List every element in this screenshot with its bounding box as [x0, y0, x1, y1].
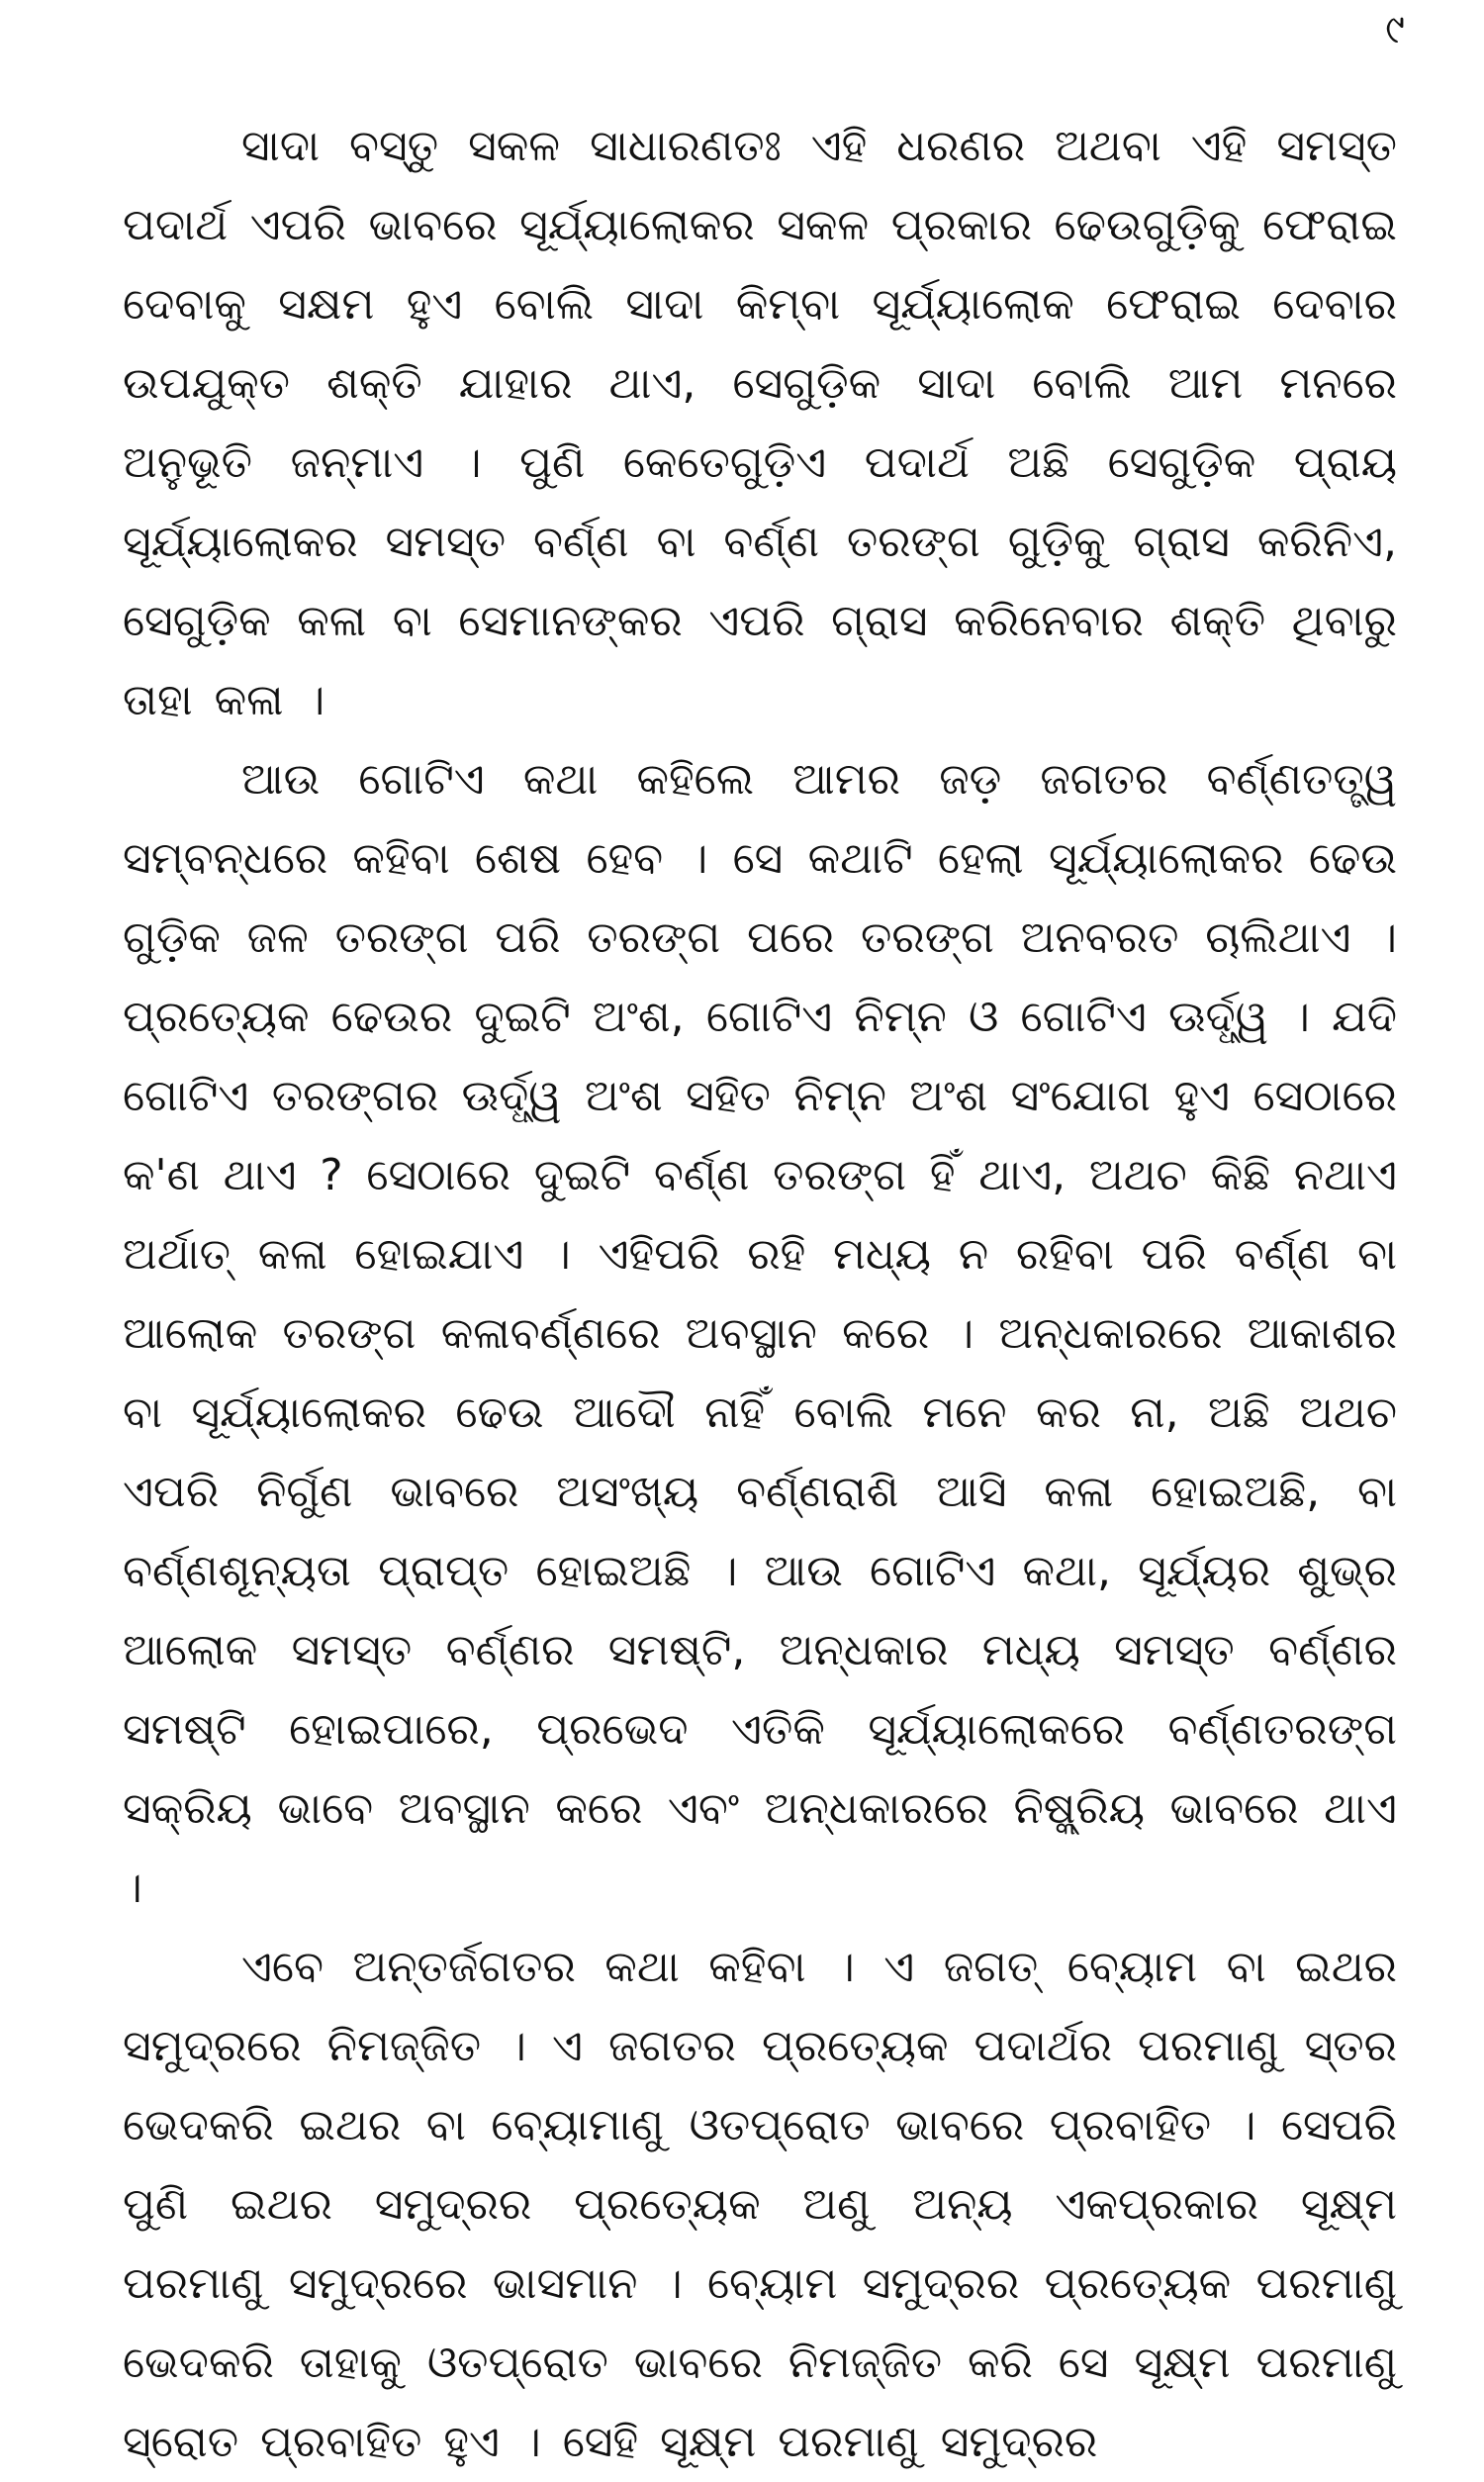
paragraph-3: ଏବେ ଅନ୍ତର୍ଜଗତର କଥା କହିବା । ଏ ଜଗତ୍ ବ୍ୟୋମ ବା ଇଥର ସମୁଦ୍ରରେ ନିମଜ୍ଜିତ । ଏ ଜଗତର ପ୍ରତ୍ୟେକ ପଦାର୍ଥର ପରମାଣୁ ସ୍ତର ଭେଦକରି ଇଥର ବା ବ୍ୟୋମାଣୁ ଓତପ୍ରୋତ ଭାବରେ ପ୍ରବାହିତ । ସେପରି ପୁଣି ଇଥର ସମୁଦ୍ରର ପ୍ରତ୍ୟେକ ଅଣୁ ଅନ୍ୟ ଏକପ୍ରକାର ସୂକ୍ଷ୍ମ ପରମାଣୁ ସମୁଦ୍ରରେ ଭାସମାନ । ବ୍ୟୋମ ସମୁଦ୍ରର ପ୍ରତ୍ୟେକ ପରମାଣୁ ଭେଦକରି ତାହାକୁ ଓତପ୍ରୋତ ଭାବରେ ନିମଜ୍ଜିତ କରି ସେ ସୂକ୍ଷ୍ମ ପରମାଣୁ ସ୍ରୋତ ପ୍ରବାହିତ ହୁଏ । ସେହି ସୂକ୍ଷ୍ମ ପରମାଣୁ ସମୁଦ୍ରର	[123, 1942, 1397, 2467]
body-text	[123, 107, 1397, 2482]
paragraph-2: ଆଉ ଗୋଟିଏ କଥା କହିଲେ ଆମର ଜଡ଼ ଜଗତର ବର୍ଣ୍ଣତତ୍ତ୍ୱ ସମ୍ବନ୍ଧରେ କହିବା ଶେଷ ହେବ । ସେ କଥାଟି ହେଲା ସୂର୍ଯ୍ୟାଲୋକର ଢେଉ ଗୁଡ଼ିକ ଜଳ ତରଙ୍ଗ ପରି ତରଙ୍ଗ ପରେ ତରଙ୍ଗ ଅନବରତ ଚାଲିଥାଏ । ପ୍ରତ୍ୟେକ ଢେଉର ଦୁଇଟି ଅଂଶ, ଗୋଟିଏ ନିମ୍ନ ଓ ଗୋଟିଏ ଊର୍ଦ୍ଧ୍ୱ । ଯଦି ଗୋଟିଏ ତରଙ୍ଗର ଊର୍ଦ୍ଧ୍ୱ ଅଂଶ ସହିତ ନିମ୍ନ ଅଂଶ ସଂଯୋଗ ହୁଏ ସେଠାରେ କ'ଣ ଥାଏ ? ସେଠାରେ ଦୁଇଟି ବର୍ଣ୍ଣ ତରଙ୍ଗ ହିଁ ଥାଏ, ଅଥଚ କିଛି ନଥାଏ ଅର୍ଥାତ୍ କଳା ହୋଇଯାଏ । ଏହିପରି ରହି ମଧ୍ୟ ନ ରହିବା ପରି ବର୍ଣ୍ଣ ବା ଆଲୋକ ତରଙ୍ଗ କଳାବର୍ଣ୍ଣରେ ଅବସ୍ଥାନ କରେ । ଅନ୍ଧକାରରେ ଆକାଶର ବା ସୂର୍ଯ୍ୟାଲୋକର ଢେଉ ଆଦୌ ନାହିଁ ବୋଲି ମନେ କର ନା, ଅଛି ଅଥଚ ଏପରି ନିର୍ଗୁଣ ଭାବରେ ଅସଂଖ୍ୟ ବର୍ଣ୍ଣରାଶି ଆସି କଳା ହୋଇଅଛି, ବା ବର୍ଣ୍ଣଶୂନ୍ୟତା ପ୍ରାପ୍ତ ହୋଇଅଛି । ଆଉ ଗୋଟିଏ କଥା, ସୂର୍ଯ୍ୟର ଶୁଭ୍ର ଆଲୋକ ସମସ୍ତ ବର୍ଣ୍ଣର ସମଷ୍ଟି, ଅନ୍ଧକାର ମଧ୍ୟ ସମସ୍ତ ବର୍ଣ୍ଣର ସମଷ୍ଟି ହୋଇପାରେ, ପ୍ରଭେଦ ଏତିକି ସୂର୍ଯ୍ୟାଲୋକରେ ବର୍ଣ୍ଣତରଙ୍ଗ ସକ୍ରିୟ ଭାବେ ଅବସ୍ଥାନ କରେ ଏବଂ ଅନ୍ଧକାରରେ ନିଷ୍କ୍ରିୟ ଭାବରେ ଥାଏ ।	[123, 754, 1397, 1913]
page-number: ୯	[1385, 7, 1405, 52]
paragraph-1: ସାଦା ବସ୍ତୁ ସକଳ ସାଧାରଣତଃ ଏହି ଧରଣର ଅଥବା ଏହି ସମସ୍ତ ପଦାର୍ଥ ଏପରି ଭାବରେ ସୂର୍ଯ୍ୟାଲୋକର ସକଳ ପ୍ରକାର ଢେଉଗୁଡ଼ିକୁ ଫେରାଇ ଦେବାକୁ ସକ୍ଷମ ହୁଏ ବୋଲି ସାଦା କିମ୍ବା ସୂର୍ଯ୍ୟାଲୋକ ଫେରାଇ ଦେବାର ଉପଯୁକ୍ତ ଶକ୍ତି ଯାହାର ଥାଏ, ସେଗୁଡ଼ିକ ସାଦା ବୋଲି ଆମ ମନରେ ଅନୁଭୂତି ଜନ୍ମାଏ । ପୁଣି କେତେଗୁଡ଼ିଏ ପଦାର୍ଥ ଅଛି ସେଗୁଡ଼ିକ ପ୍ରାୟ ସୂର୍ଯ୍ୟାଲୋକର ସମସ୍ତ ବର୍ଣ୍ଣ ବା ବର୍ଣ୍ଣ ତରଙ୍ଗ ଗୁଡ଼ିକୁ ଗ୍ରାସ କରିନିଏ, ସେଗୁଡ଼ିକ କଳା ବା ସେମାନଙ୍କର ଏପରି ଗ୍ରାସ କରିନେବାର ଶକ୍ତି ଥିବାରୁ ତାହା କଳା ।	[123, 121, 1397, 725]
